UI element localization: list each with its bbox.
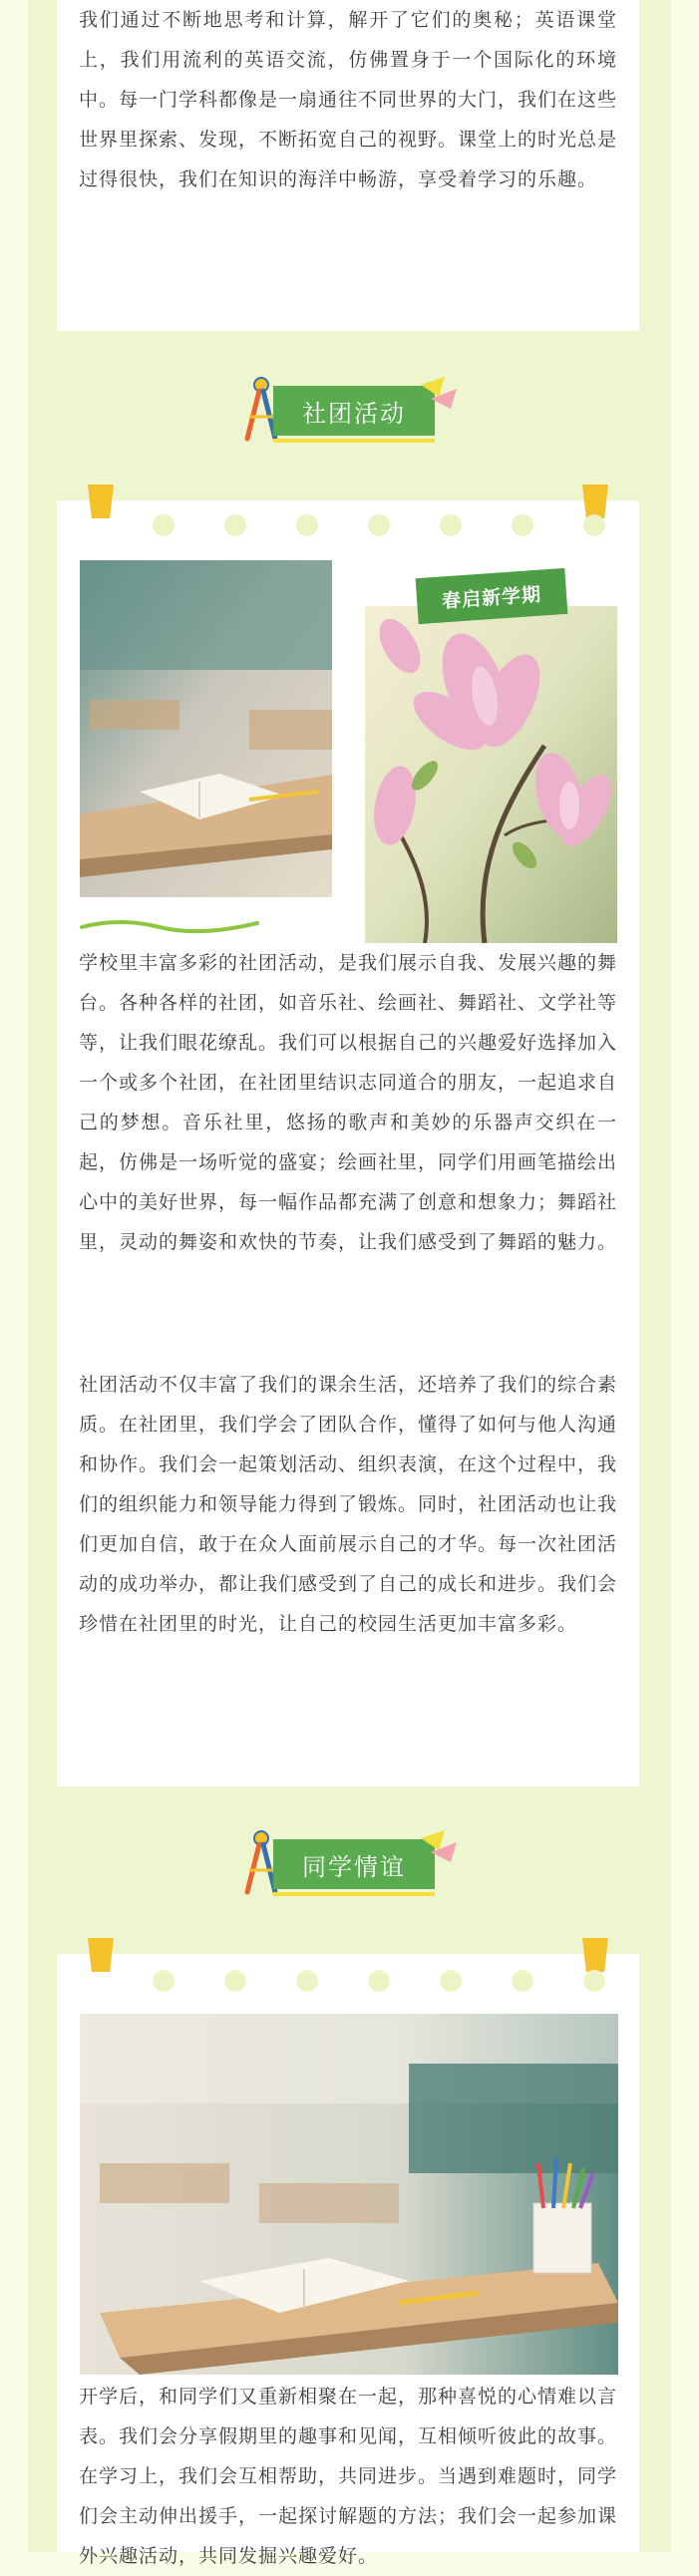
section-heading-classmates <box>239 1828 459 1898</box>
magnolia-photo <box>365 606 617 943</box>
flag-icon <box>417 1828 459 1866</box>
decor-squiggle <box>80 913 259 937</box>
dot-row <box>57 1966 639 2006</box>
spring-semester-tag: 春启新学期 <box>416 568 568 624</box>
dot-row <box>57 510 639 550</box>
section-heading-clubs <box>239 375 459 445</box>
section-title-classmates: 同学情谊 <box>273 1839 435 1889</box>
section-title-clubs: 社团活动 <box>273 386 435 436</box>
clubs-paragraph-2: 社团活动不仅丰富了我们的课余生活，还培养了我们的综合素质。在社团里，我们学会了团队合作，懂得了如何与他人沟通和协作。我们会一起策划活动、组织表演，在这个过程中，我们的组织能力和领导能力得到了锻炼。同时，社团活动也让我们更加自信，敢于在众人面前展示自己的才华。每一次社团活动的成功举办，都让我们感受到了自己的成长和进步。我们会珍惜在社团里的时光，让自己的校园生活更加丰富多彩。 <box>79 1374 618 1635</box>
flag-icon <box>417 375 459 413</box>
clubs-paragraph-1: 学校里丰富多彩的社团活动，是我们展示自我、发展兴趣的舞台。各种各样的社团，如音乐社、绘画社、舞蹈社、文学社等等，让我们眼花缭乱。我们可以根据自己的兴趣爱好选择加入一个或多个社团，在社团里结识志同道合的朋友，一起追求自己的梦想。音乐社里，悠扬的歌声和美妙的乐器声交织在一起，仿佛是一场听觉的盛宴；绘画社里，同学们用画笔描绘出心中的美好世界，每一幅作品都充满了创意和想象力；舞蹈社里，灵动的舞姿和欢快的节奏，让我们感受到了舞蹈的魅力。 <box>79 952 618 1253</box>
classroom-photo <box>80 560 332 897</box>
title-underline <box>273 439 435 443</box>
title-underline <box>273 1892 435 1896</box>
study-paragraph: 我们通过不断地思考和计算，解开了它们的奥秘；英语课堂上，我们用流利的英语交流，仿佛置身于一个国际化的环境中。每一门学科都像是一扇通往不同世界的大门，我们在这些世界里探索、发现，不断拓宽自己的视野。课堂上的时光总是过得很快，我们在知识的海洋中畅游，享受着学习的乐趣。 <box>79 9 618 190</box>
classroom-wide-photo <box>80 2014 618 2375</box>
classmates-paragraph: 开学后，和同学们又重新相聚在一起，那种喜悦的心情难以言表。我们会分享假期里的趣事和见闻，互相倾听彼此的故事。在学习上，我们会互相帮助，共同进步。当遇到难题时，同学们会主动伸出援手，一起探讨解题的方法；我们会一起参加课外兴趣活动，共同发掘兴趣爱好。 <box>79 2386 618 2567</box>
